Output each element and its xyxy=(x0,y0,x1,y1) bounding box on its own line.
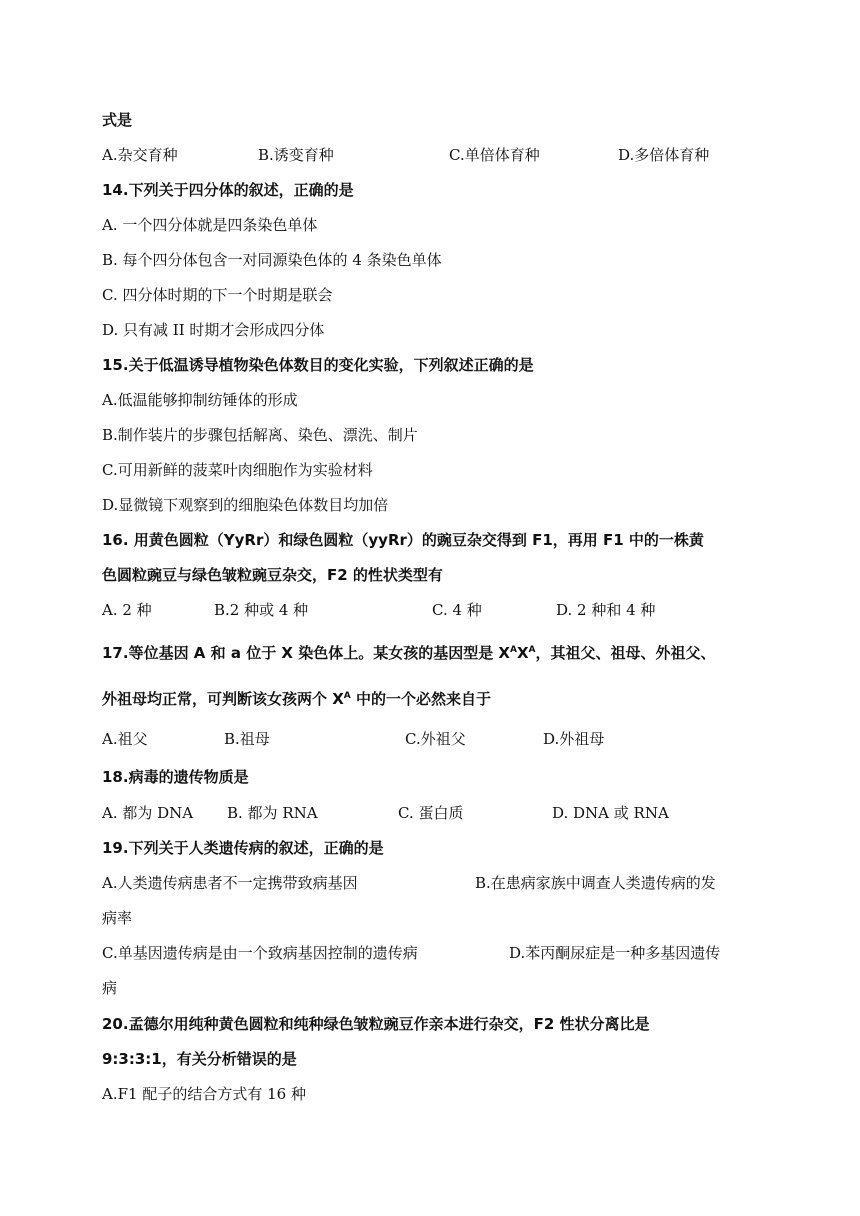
question-18: 18.病毒的遗传物质是 xyxy=(102,768,249,786)
question-15-option-c: C.可用新鲜的菠菜叶肉细胞作为实验材料 xyxy=(102,461,373,479)
question-16-line-2: 色圆粒豌豆与绿色皱粒豌豆杂交，F2 的性状类型有 xyxy=(102,566,443,584)
option-b: B.诱变育种 xyxy=(258,146,334,164)
question-14: 14.下列关于四分体的叙述，正确的是 xyxy=(102,181,354,199)
option-d-continuation: 病 xyxy=(102,979,118,997)
question-17-text-2b: 中的一个必然来自于 xyxy=(350,690,491,708)
option-d: D.苯丙酮尿症是一种多基因遗传 xyxy=(509,944,721,962)
question-20-line-2: 9:3:3:1，有关分析错误的是 xyxy=(102,1050,297,1068)
question-17-line-2 xyxy=(102,689,491,709)
option-b: B.在患病家族中调查人类遗传病的发 xyxy=(475,874,716,892)
option-b-continuation: 病率 xyxy=(102,909,133,927)
option-d: D. DNA 或 RNA xyxy=(552,804,669,822)
question-13-tail: 式是 xyxy=(102,111,133,129)
option-c: C. 蛋白质 xyxy=(398,804,464,822)
superscript-a: A xyxy=(343,691,351,701)
option-c: C.单基因遗传病是由一个致病基因控制的遗传病 xyxy=(102,944,418,962)
question-14-option-b: B. 每个四分体包含一对同源染色体的 4 条染色单体 xyxy=(102,251,442,269)
question-20-line-1: 20.孟德尔用纯种黄色圆粒和纯种绿色皱粒豌豆作亲本进行杂交，F2 性状分离比是 xyxy=(102,1015,650,1033)
question-20-option-a: A.F1 配子的结合方式有 16 种 xyxy=(102,1085,306,1103)
question-17-text-1c: ，其祖父、祖母、外祖父、 xyxy=(535,644,716,662)
option-c: C.外祖父 xyxy=(405,730,466,748)
question-15: 15.关于低温诱导植物染色体数目的变化实验，下列叙述正确的是 xyxy=(102,356,534,374)
question-14-option-d: D. 只有减 II 时期才会形成四分体 xyxy=(102,321,325,339)
question-16-line-1: 16. 用黄色圆粒（YyRr）和绿色圆粒（yyRr）的豌豆杂交得到 F1，再用 F1 中的一株黄 xyxy=(102,531,704,549)
question-17-line-1 xyxy=(102,643,716,663)
question-15-option-b: B.制作装片的步骤包括解离、染色、漂洗、制片 xyxy=(102,426,418,444)
superscript-a: A xyxy=(510,645,517,655)
question-17-text-2a: 外祖母均正常，可判断该女孩两个 X xyxy=(102,690,344,708)
option-d: D.多倍体育种 xyxy=(618,146,710,164)
option-a: A.祖父 xyxy=(102,730,148,748)
option-a: A. 都为 DNA xyxy=(102,804,194,822)
question-17-text-1a: 17.等位基因 A 和 a 位于 X 染色体上。某女孩的基因型是 X xyxy=(102,644,510,662)
option-d: D. 2 种和 4 种 xyxy=(556,601,656,619)
option-a: A. 2 种 xyxy=(102,601,152,619)
option-b: B. 都为 RNA xyxy=(227,804,318,822)
option-b: B.2 种或 4 种 xyxy=(214,601,309,619)
superscript-a: A xyxy=(528,645,536,655)
question-14-option-c: C. 四分体时期的下一个时期是联会 xyxy=(102,286,333,304)
question-15-option-d: D.显微镜下观察到的细胞染色体数目均加倍 xyxy=(102,496,389,514)
option-c: C. 4 种 xyxy=(432,601,482,619)
option-c: C.单倍体育种 xyxy=(449,146,540,164)
option-d: D.外祖母 xyxy=(543,730,605,748)
option-a: A.杂交育种 xyxy=(102,146,178,164)
question-19: 19.下列关于人类遗传病的叙述，正确的是 xyxy=(102,839,384,857)
question-15-option-a: A.低温能够抑制纺锤体的形成 xyxy=(102,391,298,409)
question-17-text-1b: X xyxy=(516,644,529,662)
option-b: B.祖母 xyxy=(224,730,270,748)
option-a: A.人类遗传病患者不一定携带致病基因 xyxy=(102,874,358,892)
question-14-option-a: A. 一个四分体就是四条染色单体 xyxy=(102,216,318,234)
